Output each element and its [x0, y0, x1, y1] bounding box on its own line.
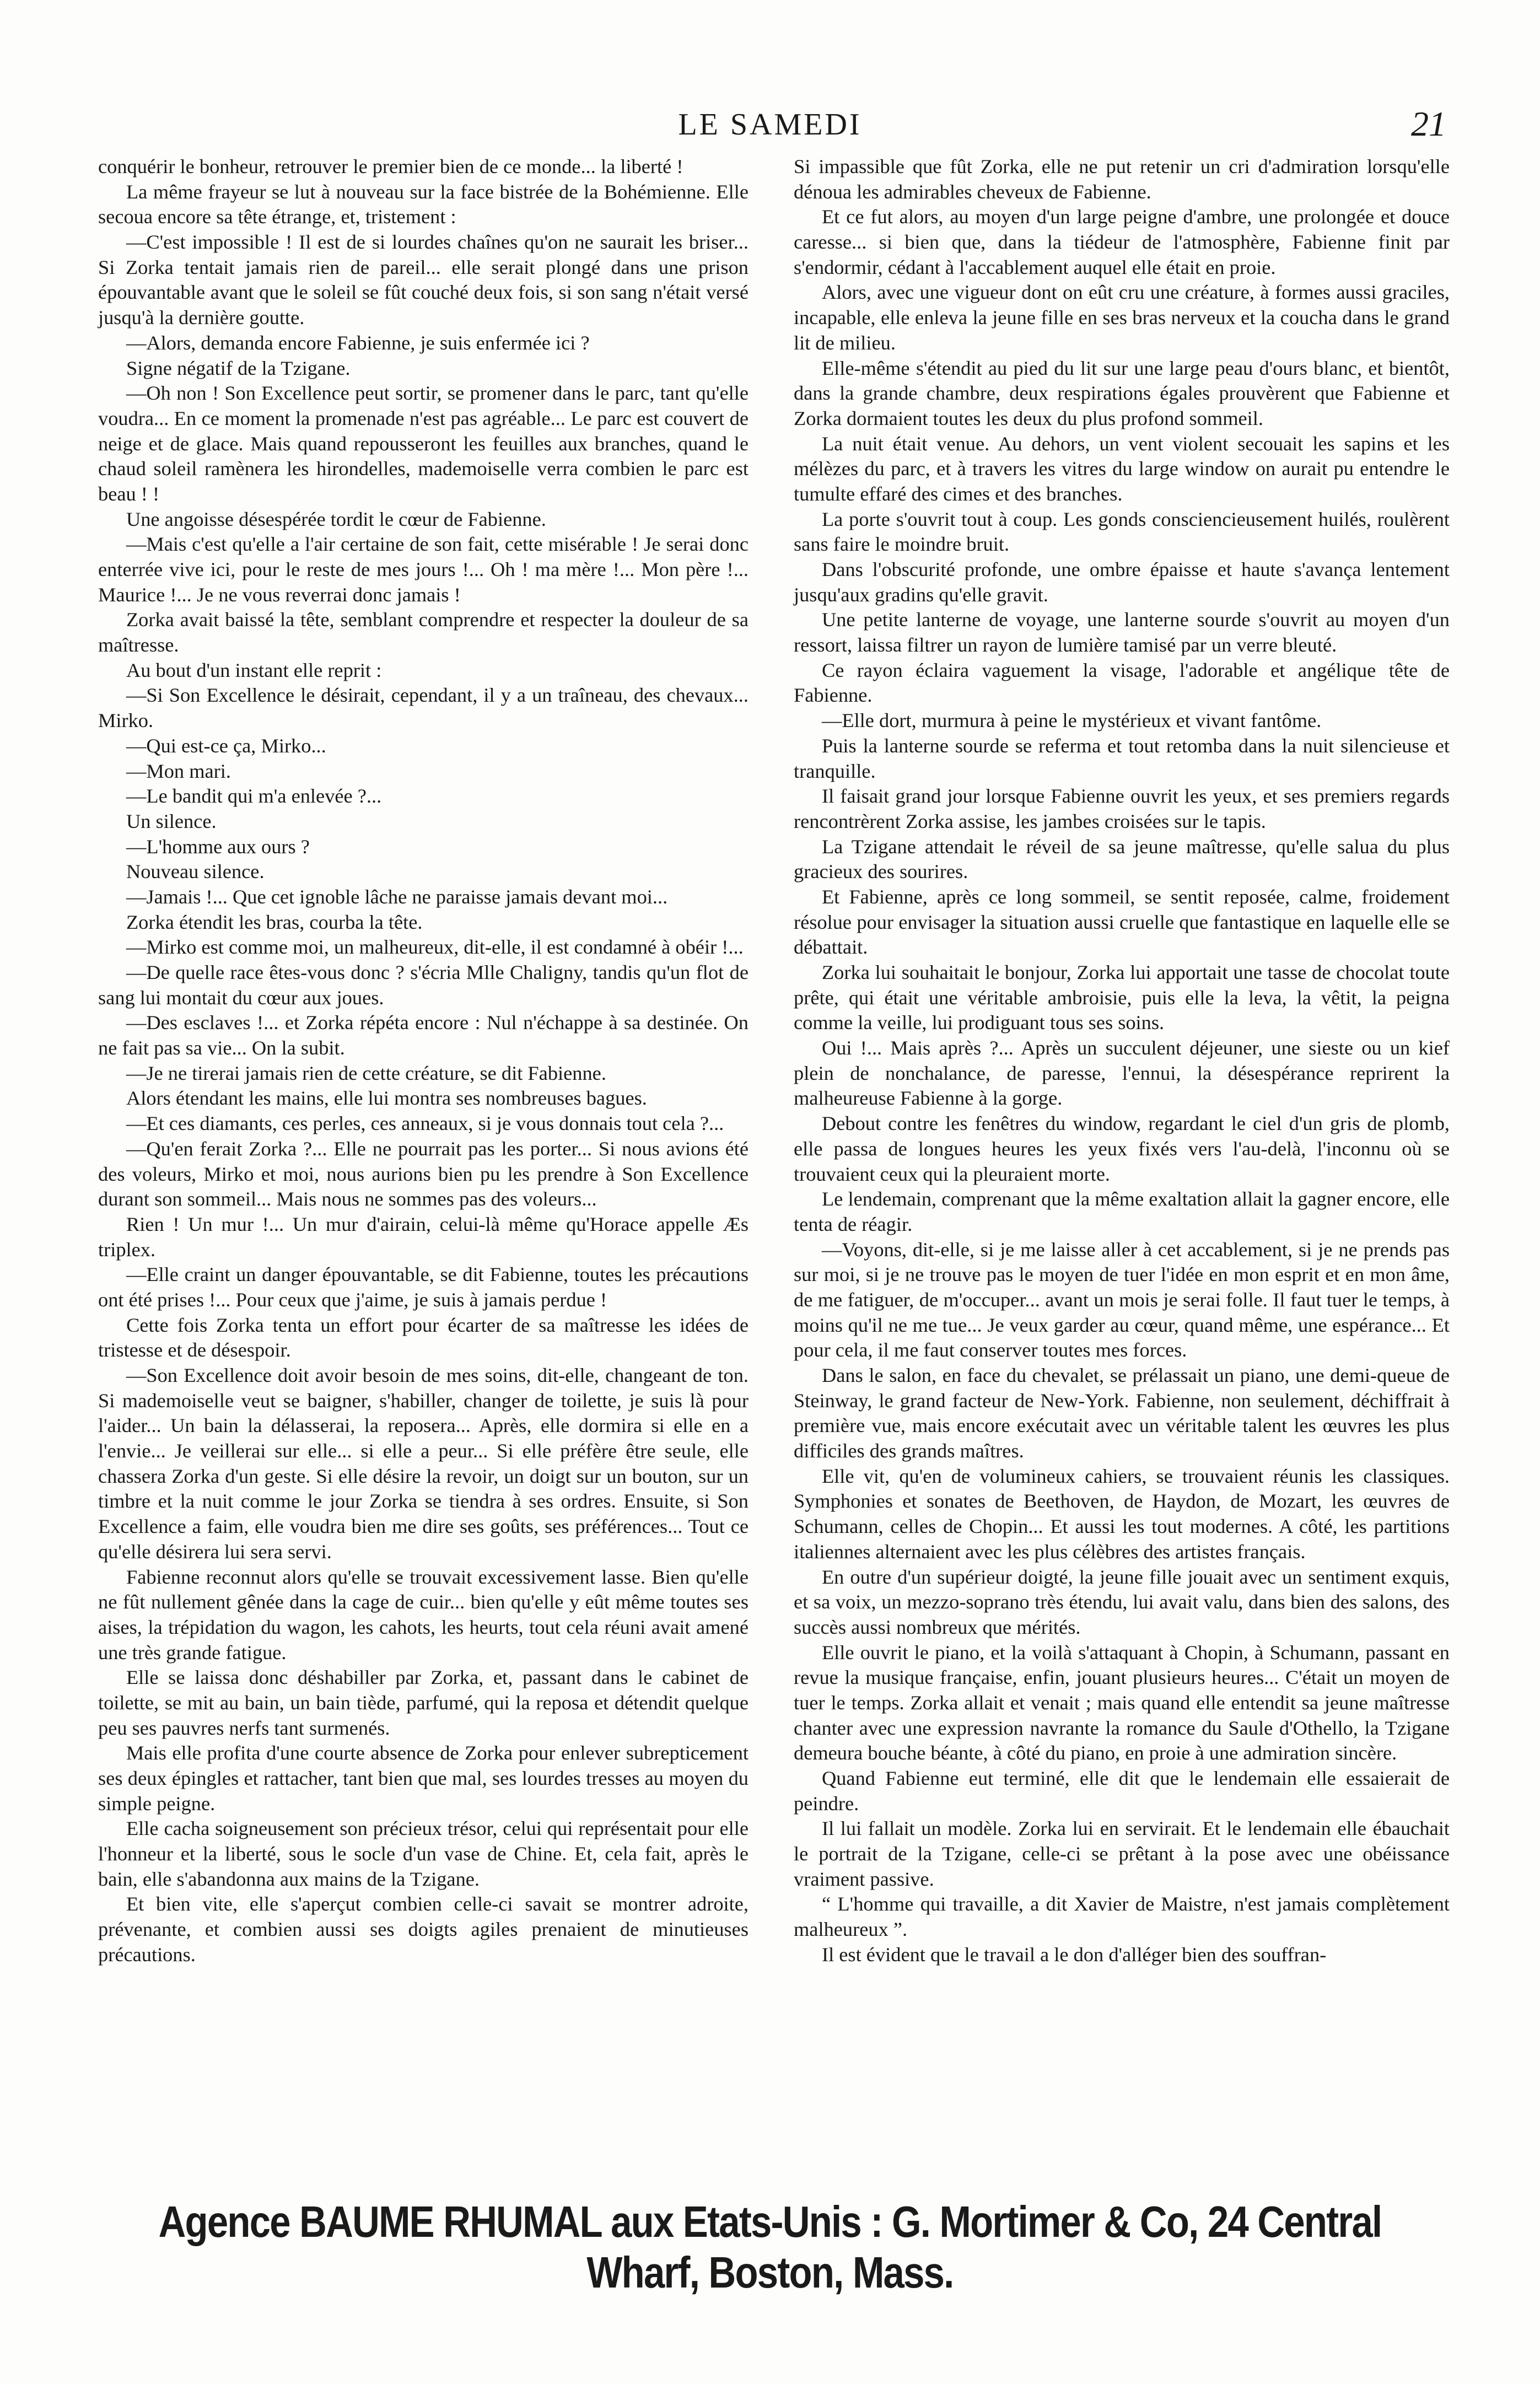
paragraph: Si impassible que fût Zorka, elle ne put retenir un cri d'admiration lorsqu'elle dénoua les admirables cheveux de Fabienne. — [794, 155, 1450, 203]
paragraph: Zorka avait baissé la tête, semblant comprendre et respecter la douleur de sa maîtresse. — [98, 609, 749, 656]
paragraph: La même frayeur se lut à nouveau sur la face bistrée de la Bohémienne. Elle secoua encore sa tête étrange, et, tristement : — [98, 180, 749, 228]
paragraph: Elle vit, qu'en de volumineux cahiers, se trouvaient réunis les classiques. Symphonies et sonates de Beethoven, de Haydon, de Mozart, les œuvres de Schumann, celles de Chopin... Et aussi les tout modernes. A côté, les partitions italiennes alternaient avec les plus célèbres des artistes français. — [794, 1465, 1450, 1563]
paragraph: Au bout d'un instant elle reprit : — [126, 659, 382, 681]
right-column — [794, 154, 1450, 1968]
paragraph: —Si Son Excellence le désirait, cependant, il y a un traîneau, des chevaux... Mirko. — [98, 684, 749, 732]
paragraph: “ L'homme qui travaille, a dit Xavier de Maistre, n'est jamais complètement malheureux ”. — [794, 1893, 1450, 1941]
publication-title: LE SAMEDI — [678, 107, 862, 142]
paragraph: Fabienne reconnut alors qu'elle se trouvait excessivement lasse. Bien qu'elle ne fût nullement gênée dans la cage de cuir... bien qu'elle y eût même toutes ses aises, la trépidation du wagon, les cahots, les heurts, tout cela réuni avait amené une très grande fatigue. — [98, 1565, 749, 1664]
paragraph: Une petite lanterne de voyage, une lanterne sourde s'ouvrit au moyen d'un ressort, laissa filtrer un rayon de lumière tamisé par un verre bleuté. — [794, 609, 1450, 656]
paragraph: Debout contre les fenêtres du window, regardant le ciel d'un gris de plomb, elle passa de longues heures les yeux fixés vers l'au-delà, l'inconnu où se trouvaient ceux qui la pleuraient morte. — [794, 1112, 1450, 1185]
paragraph: Puis la lanterne sourde se referma et tout retomba dans la nuit silencieuse et tranquille. — [794, 734, 1450, 782]
paragraph: Une angoisse désespérée tordit le cœur de Fabienne. — [126, 508, 546, 530]
paragraph: Et bien vite, elle s'aperçut combien celle-ci savait se montrer adroite, prévenante, et combien aussi ses doigts agiles prenaient de minutieuses précautions. — [98, 1893, 749, 1966]
paragraph: Dans le salon, en face du chevalet, se prélassait un piano, une demi-queue de Steinway, le grand facteur de New-York. Fabienne, non seulement, déchiffrait à première vue, mais encore exécutait avec un véritable talent les œuvres les plus difficiles des grands maîtres. — [794, 1364, 1450, 1462]
paragraph: Signe négatif de la Tzigane. — [126, 357, 351, 379]
paragraph: —Mais c'est qu'elle a l'air certaine de son fait, cette misérable ! Je serai donc enterrée vive ici, pour le reste de mes jours !... Oh ! ma mère !... Mon père !... Maurice !... Je ne vous reverrai donc jamais ! — [98, 533, 749, 606]
paragraph: Et ce fut alors, au moyen d'un large peigne d'ambre, une prolongée et douce caresse... si bien que, dans la tiédeur de l'atmosphère, Fabienne finit par s'endormir, cédant à l'accablement auquel elle était en proie. — [794, 206, 1450, 278]
paragraph: —C'est impossible ! Il est de si lourdes chaînes qu'on ne saurait les briser... Si Zorka tentait jamais rien de pareil... elle serait plongé dans une prison épouvantable avant que le soleil se fût couché deux fois, si son sang n'était versé jusqu'à la dernière goutte. — [98, 231, 749, 329]
paragraph: —Qui est-ce ça, Mirko... — [126, 734, 326, 757]
paragraph: Zorka étendit les bras, courba la tête. — [126, 911, 423, 933]
paragraph: Il faisait grand jour lorsque Fabienne ouvrit les yeux, et ses premiers regards rencontrèrent Zorka assise, les jambes croisées sur le tapis. — [794, 785, 1450, 832]
paragraph: Alors, avec une vigueur dont on eût cru une créature, à formes aussi graciles, incapable, elle enleva la jeune fille en ses bras nerveux et la coucha dans le grand lit de milieu. — [794, 281, 1450, 354]
paragraph: Alors étendant les mains, elle lui montra ses nombreuses bagues. — [126, 1087, 647, 1110]
left-column — [98, 154, 749, 1968]
paragraph: —Oh non ! Son Excellence peut sortir, se promener dans le parc, tant qu'elle voudra... En ce moment la promenade n'est pas agréable... Le parc est couvert de neige et de glace. Mais quand repousseront les feuilles aux branches, quand le chaud soleil ramènera les hirondelles, mademoiselle verra combien le parc est beau ! ! — [98, 382, 749, 505]
paragraph: La Tzigane attendait le réveil de sa jeune maîtresse, qu'elle salua du plus gracieux des sourires. — [794, 835, 1450, 883]
paragraph: Cette fois Zorka tenta un effort pour écarter de sa maîtresse les idées de tristesse et de désespoir. — [98, 1314, 749, 1361]
paragraph: Zorka lui souhaitait le bonjour, Zorka lui apportait une tasse de chocolat toute prête, qui était une véritable ambroisie, puis elle la leva, la vêtit, la peigna comme la veille, lui prodiguant tous ses soins. — [794, 961, 1450, 1034]
paragraph: —Alors, demanda encore Fabienne, je suis enfermée ici ? — [126, 331, 590, 354]
paragraph: Rien ! Un mur !... Un mur d'airain, celui-là même qu'Horace appelle Æs triplex. — [98, 1213, 749, 1261]
paragraph: —L'homme aux ours ? — [126, 835, 310, 858]
paragraph: Dans l'obscurité profonde, une ombre épaisse et haute s'avança lentement jusqu'aux gradins qu'elle gravit. — [794, 558, 1450, 606]
paragraph: Elle se laissa donc déshabiller par Zorka, et, passant dans le cabinet de toilette, se mit au bain, un bain tiède, parfumé, qui la reposa et détendit quelque peu ses pauvres nerfs tant surmenés. — [98, 1666, 749, 1739]
paragraph: —Le bandit qui m'a enlevée ?... — [126, 785, 382, 808]
paragraph: Le lendemain, comprenant que la même exaltation allait la gagner encore, elle tenta de réagir. — [794, 1188, 1450, 1235]
paragraph: Il est évident que le travail a le don d'alléger bien des souffran- — [821, 1943, 1327, 1966]
paragraph: La porte s'ouvrit tout à coup. Les gonds consciencieusement huilés, roulèrent sans faire le moindre bruit. — [794, 508, 1450, 556]
paragraph: Il lui fallait un modèle. Zorka lui en servirait. Et le lendemain elle ébauchait le portrait de la Tzigane, celle-ci se prêtant à la pose avec une obéissance vraiment passive. — [794, 1817, 1450, 1890]
paragraph: —Elle dort, murmura à peine le mystérieux et vivant fantôme. — [821, 709, 1322, 732]
paragraph: —Je ne tirerai jamais rien de cette créature, se dit Fabienne. — [126, 1062, 606, 1084]
paragraph: Elle-même s'étendit au pied du lit sur une large peau d'ours blanc, et bientôt, dans la grande chambre, deux respirations égales prouvèrent que Fabienne et Zorka dormaient toutes les deux du plus profond sommeil. — [794, 357, 1450, 429]
paragraph: —Mon mari. — [126, 760, 231, 782]
paragraph: Ce rayon éclaira vaguement la visage, l'adorable et angélique tête de Fabienne. — [794, 659, 1450, 707]
paragraph: Un silence. — [126, 810, 217, 832]
paragraph: —Voyons, dit-elle, si je me laisse aller à cet accablement, si je ne prends pas sur moi, si je ne trouve pas le moyen de tuer l'idée en mon esprit et en mon âme, de me fatiguer, de m'occuper... avant un mois je serai folle. Il faut tuer le temps, à moins qu'il ne me tue... Je veux garder au cœur, quand même, une espérance... Et pour cela, il me faut conserver toutes mes forces. — [794, 1238, 1450, 1361]
paragraph: Elle ouvrit le piano, et la voilà s'attaquant à Chopin, à Schumann, passant en revue la musique française, enfin, jouant plusieurs heures... C'était un moyen de tuer le temps. Zorka allait et venait ; mais quand elle entendit sa jeune maîtresse chanter avec une expression navrante la romance du Saule d'Othello, la Tzigane demeura bouche béante, à côté du piano, en proie à une admiration sincère. — [794, 1641, 1450, 1764]
page-header — [72, 104, 1468, 148]
footer-advertisement: Agence BAUME RHUMAL aux Etats-Unis : G. Mortimer & Co, 24 Central Wharf, Boston, Mass. — [158, 2197, 1382, 2297]
page-number: 21 — [1411, 104, 1446, 143]
paragraph: Oui !... Mais après ?... Après un succulent déjeuner, une sieste ou un kief plein de nonchalance, de paresse, l'ennui, la désespérance reprirent la malheureuse Fabienne à la gorge. — [794, 1037, 1450, 1110]
paragraph: —Jamais !... Que cet ignoble lâche ne paraisse jamais devant moi... — [126, 885, 668, 908]
paragraph: Quand Fabienne eut terminé, elle dit que le lendemain elle essaierait de peindre. — [794, 1767, 1450, 1815]
paragraph: —Mirko est comme moi, un malheureux, dit-elle, il est condamné à obéir !... — [126, 936, 744, 959]
paragraph: Elle cacha soigneusement son précieux trésor, celui qui représentait pour elle l'honneur et la liberté, sous le socle d'un vase de Chine. Et, cela fait, après le bain, elle s'abandonna aux mains de la Tzigane. — [98, 1817, 749, 1890]
paragraph: Et Fabienne, après ce long sommeil, se sentit reposée, calme, froidement résolue pour envisager la situation aussi cruelle que fantastique en laquelle elle se débattait. — [794, 885, 1450, 959]
paragraph: Mais elle profita d'une courte absence de Zorka pour enlever subrepticement ses deux épingles et rattacher, tant bien que mal, ses lourdes tresses au moyen du simple peigne. — [98, 1742, 749, 1815]
paragraph: conquérir le bonheur, retrouver le premier bien de ce monde... la liberté ! — [98, 155, 683, 177]
paragraph: —Elle craint un danger épouvantable, se dit Fabienne, toutes les précautions ont été prises !... Pour ceux que j'aime, je suis à jamais perdue ! — [98, 1263, 749, 1311]
paragraph: —Qu'en ferait Zorka ?... Elle ne pourrait pas les porter... Si nous avions été des voleurs, Mirko et moi, nous aurions bien pu les prendre à Son Excellence durant son sommeil... Mais nous ne sommes pas des voleurs... — [98, 1137, 749, 1210]
paragraph: Nouveau silence. — [126, 860, 265, 883]
paragraph: —Des esclaves !... et Zorka répéta encore : Nul n'échappe à sa destinée. On ne fait pas sa vie... On la subit. — [98, 1011, 749, 1059]
paragraph: En outre d'un supérieur doigté, la jeune fille jouait avec un sentiment exquis, et sa voix, un mezzo-soprano très étendu, lui avait valu, dans bien des salons, des succès aussi nombreux que mérités. — [794, 1565, 1450, 1638]
paragraph: —Et ces diamants, ces perles, ces anneaux, si je vous donnais tout cela ?... — [126, 1112, 724, 1135]
paragraph: —De quelle race êtes-vous donc ? s'écria Mlle Chaligny, tandis qu'un flot de sang lui montait du cœur aux joues. — [98, 961, 749, 1009]
paragraph: La nuit était venue. Au dehors, un vent violent secouait les sapins et les mélèzes du parc, et à travers les vitres du large window on aurait pu entendre le tumulte effaré des cimes et des branches. — [794, 432, 1450, 505]
paragraph: —Son Excellence doit avoir besoin de mes soins, dit-elle, changeant de ton. Si mademoiselle veut se baigner, s'habiller, changer de toilette, je suis là pour l'aider... Un bain la délasserai, la reposera... Après, elle dormira si elle en a l'envie... Je veillerai sur elle... si elle a peur... Si elle préfère être seule, elle chassera Zorka d'un geste. Si elle désire la revoir, un doigt sur un bouton, sur un timbre et la nuit comme le jour Zorka se tiendra à ses ordres. Ensuite, si Son Excellence a faim, elle voudra bien me dire ses goûts, ses préférences... Tout ce qu'elle désirera lui sera servi. — [98, 1364, 749, 1563]
